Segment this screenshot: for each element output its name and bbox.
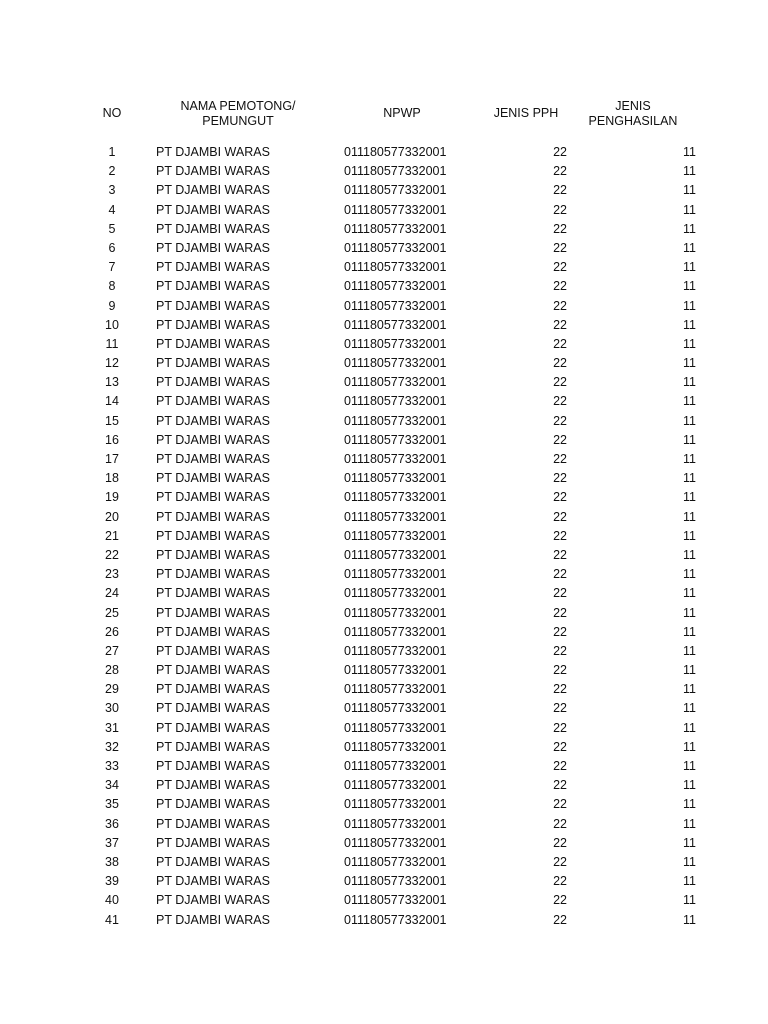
cell-jenis-penghasilan: 11 — [683, 874, 696, 889]
cell-nama-pemotong: PT DJAMBI WARAS — [156, 279, 270, 294]
cell-jenis-penghasilan: 11 — [683, 759, 696, 773]
cell-no: 2 — [108, 164, 116, 179]
cell-nama-pemotong: PT DJAMBI WARAS — [156, 816, 270, 831]
cell-no: 7 — [108, 260, 116, 275]
cell-nama-pemotong: PT DJAMBI WARAS — [156, 682, 270, 697]
cell-jenis-penghasilan: 11 — [683, 509, 696, 524]
cell-jenis-pph: 22 — [553, 701, 567, 716]
cell-jenis-pph: 22 — [553, 874, 567, 889]
cell-npwp: 011180577332001 — [344, 317, 447, 332]
table-row — [0, 488, 768, 507]
table-row — [0, 661, 768, 680]
cell-npwp: 011180577332001 — [344, 739, 447, 754]
cell-npwp: 011180577332001 — [344, 682, 447, 697]
cell-jenis-penghasilan: 11 — [683, 202, 696, 217]
cell-jenis-pph: 22 — [553, 816, 567, 831]
table-row — [0, 316, 768, 335]
cell-jenis-penghasilan: 11 — [683, 413, 696, 428]
table-row — [0, 373, 768, 392]
cell-npwp: 011180577332001 — [344, 816, 447, 831]
cell-npwp: 011180577332001 — [344, 912, 447, 927]
cell-jenis-penghasilan: 11 — [683, 356, 696, 371]
cell-no: 35 — [105, 797, 119, 812]
cell-npwp: 011180577332001 — [344, 759, 447, 773]
cell-no: 5 — [108, 221, 116, 236]
cell-no: 12 — [105, 356, 119, 371]
cell-nama-pemotong: PT DJAMBI WARAS — [156, 663, 270, 678]
cell-jenis-penghasilan: 11 — [683, 778, 696, 793]
table-row — [0, 450, 768, 469]
cell-npwp: 011180577332001 — [344, 452, 447, 466]
cell-jenis-pph: 22 — [553, 547, 567, 562]
cell-jenis-penghasilan: 11 — [683, 145, 696, 159]
cell-jenis-pph: 22 — [553, 260, 567, 275]
cell-no: 27 — [105, 643, 119, 658]
cell-nama-pemotong: PT DJAMBI WARAS — [156, 298, 270, 313]
cell-no: 15 — [105, 413, 119, 428]
table-row — [0, 795, 768, 814]
cell-no: 4 — [108, 202, 116, 217]
cell-jenis-pph: 22 — [553, 145, 567, 159]
cell-jenis-pph: 22 — [553, 509, 567, 524]
cell-jenis-pph: 22 — [553, 317, 567, 332]
cell-jenis-pph: 22 — [553, 394, 567, 409]
cell-no: 22 — [105, 547, 119, 562]
table-row — [0, 853, 768, 872]
cell-jenis-penghasilan: 11 — [683, 893, 696, 908]
cell-npwp: 011180577332001 — [344, 567, 447, 582]
cell-jenis-pph: 22 — [553, 452, 567, 466]
cell-npwp: 011180577332001 — [344, 778, 447, 793]
cell-npwp: 011180577332001 — [344, 528, 447, 543]
cell-nama-pemotong: PT DJAMBI WARAS — [156, 356, 270, 371]
table-row — [0, 239, 768, 258]
cell-jenis-penghasilan: 11 — [683, 298, 696, 313]
cell-npwp: 011180577332001 — [344, 413, 447, 428]
cell-jenis-pph: 22 — [553, 912, 567, 927]
cell-jenis-penghasilan: 11 — [683, 317, 696, 332]
cell-no: 11 — [105, 336, 119, 351]
cell-npwp: 011180577332001 — [344, 797, 447, 812]
cell-nama-pemotong: PT DJAMBI WARAS — [156, 567, 270, 582]
table-row — [0, 181, 768, 200]
cell-jenis-pph: 22 — [553, 605, 567, 620]
cell-jenis-pph: 22 — [553, 164, 567, 179]
cell-nama-pemotong: PT DJAMBI WARAS — [156, 240, 270, 255]
cell-no: 40 — [105, 893, 119, 908]
table-row — [0, 604, 768, 623]
table-row — [0, 297, 768, 316]
header-jenis-penghasilan: JENIS PENGHASILAN — [588, 99, 678, 128]
header-jenis-pph: JENIS PPH — [493, 106, 559, 120]
cell-jenis-penghasilan: 11 — [683, 835, 696, 850]
cell-npwp: 011180577332001 — [344, 279, 447, 294]
cell-jenis-pph: 22 — [553, 624, 567, 639]
cell-npwp: 011180577332001 — [344, 336, 447, 351]
cell-jenis-penghasilan: 11 — [683, 701, 696, 716]
table-row — [0, 201, 768, 220]
cell-nama-pemotong: PT DJAMBI WARAS — [156, 394, 270, 409]
cell-jenis-penghasilan: 11 — [683, 816, 696, 831]
cell-nama-pemotong: PT DJAMBI WARAS — [156, 432, 270, 447]
table-row — [0, 277, 768, 296]
cell-nama-pemotong: PT DJAMBI WARAS — [156, 893, 270, 908]
cell-no: 10 — [105, 317, 119, 332]
cell-npwp: 011180577332001 — [344, 202, 447, 217]
table-row — [0, 162, 768, 181]
cell-no: 37 — [105, 835, 119, 850]
cell-nama-pemotong: PT DJAMBI WARAS — [156, 317, 270, 332]
cell-jenis-penghasilan: 11 — [683, 586, 696, 601]
cell-nama-pemotong: PT DJAMBI WARAS — [156, 490, 270, 505]
cell-jenis-pph: 22 — [553, 298, 567, 313]
cell-nama-pemotong: PT DJAMBI WARAS — [156, 202, 270, 217]
cell-nama-pemotong: PT DJAMBI WARAS — [156, 586, 270, 601]
cell-nama-pemotong: PT DJAMBI WARAS — [156, 145, 270, 159]
table-row — [0, 412, 768, 431]
cell-npwp: 011180577332001 — [344, 471, 447, 486]
cell-npwp: 011180577332001 — [344, 854, 447, 869]
cell-jenis-pph: 22 — [553, 490, 567, 505]
cell-nama-pemotong: PT DJAMBI WARAS — [156, 912, 270, 927]
cell-no: 33 — [105, 759, 119, 773]
cell-jenis-penghasilan: 11 — [683, 605, 696, 620]
cell-jenis-pph: 22 — [553, 183, 567, 198]
cell-npwp: 011180577332001 — [344, 893, 447, 908]
table-row — [0, 757, 768, 776]
cell-npwp: 011180577332001 — [344, 835, 447, 850]
table-row — [0, 776, 768, 795]
cell-jenis-pph: 22 — [553, 759, 567, 773]
cell-jenis-penghasilan: 11 — [683, 624, 696, 639]
table-row — [0, 642, 768, 661]
table-row — [0, 872, 768, 891]
cell-jenis-pph: 22 — [553, 682, 567, 697]
table-row — [0, 565, 768, 584]
cell-jenis-penghasilan: 11 — [683, 375, 696, 390]
table-row — [0, 911, 768, 930]
cell-jenis-pph: 22 — [553, 202, 567, 217]
cell-no: 3 — [108, 183, 116, 198]
cell-nama-pemotong: PT DJAMBI WARAS — [156, 835, 270, 850]
cell-jenis-pph: 22 — [553, 471, 567, 486]
cell-jenis-pph: 22 — [553, 413, 567, 428]
cell-nama-pemotong: PT DJAMBI WARAS — [156, 547, 270, 562]
cell-jenis-pph: 22 — [553, 643, 567, 658]
cell-no: 6 — [108, 240, 116, 255]
cell-jenis-pph: 22 — [553, 567, 567, 582]
cell-jenis-pph: 22 — [553, 720, 567, 735]
cell-jenis-pph: 22 — [553, 375, 567, 390]
cell-jenis-pph: 22 — [553, 778, 567, 793]
cell-jenis-pph: 22 — [553, 336, 567, 351]
cell-jenis-penghasilan: 11 — [683, 336, 696, 351]
cell-no: 19 — [105, 490, 119, 505]
table-row — [0, 143, 768, 162]
cell-jenis-pph: 22 — [553, 240, 567, 255]
table-row — [0, 623, 768, 642]
cell-jenis-pph: 22 — [553, 221, 567, 236]
table-row — [0, 738, 768, 757]
cell-npwp: 011180577332001 — [344, 240, 447, 255]
cell-no: 28 — [105, 663, 119, 678]
table-row — [0, 584, 768, 603]
cell-nama-pemotong: PT DJAMBI WARAS — [156, 720, 270, 735]
cell-no: 14 — [105, 394, 119, 409]
cell-no: 24 — [105, 586, 119, 601]
cell-npwp: 011180577332001 — [344, 643, 447, 658]
cell-nama-pemotong: PT DJAMBI WARAS — [156, 759, 270, 773]
cell-jenis-penghasilan: 11 — [683, 912, 696, 927]
cell-npwp: 011180577332001 — [344, 605, 447, 620]
cell-npwp: 011180577332001 — [344, 164, 447, 179]
cell-no: 23 — [105, 567, 119, 582]
cell-no: 18 — [105, 471, 119, 486]
cell-no: 21 — [105, 528, 119, 543]
cell-npwp: 011180577332001 — [344, 509, 447, 524]
cell-nama-pemotong: PT DJAMBI WARAS — [156, 643, 270, 658]
table-row — [0, 220, 768, 239]
cell-npwp: 011180577332001 — [344, 394, 447, 409]
cell-jenis-pph: 22 — [553, 356, 567, 371]
cell-jenis-pph: 22 — [553, 432, 567, 447]
cell-npwp: 011180577332001 — [344, 356, 447, 371]
cell-nama-pemotong: PT DJAMBI WARAS — [156, 528, 270, 543]
cell-nama-pemotong: PT DJAMBI WARAS — [156, 605, 270, 620]
cell-no: 9 — [108, 298, 116, 313]
cell-jenis-penghasilan: 11 — [683, 452, 696, 466]
cell-nama-pemotong: PT DJAMBI WARAS — [156, 413, 270, 428]
cell-nama-pemotong: PT DJAMBI WARAS — [156, 336, 270, 351]
cell-nama-pemotong: PT DJAMBI WARAS — [156, 854, 270, 869]
cell-jenis-pph: 22 — [553, 739, 567, 754]
cell-jenis-pph: 22 — [553, 528, 567, 543]
table-row — [0, 546, 768, 565]
cell-nama-pemotong: PT DJAMBI WARAS — [156, 260, 270, 275]
table-row — [0, 834, 768, 853]
header-npwp: NPWP — [383, 106, 421, 120]
cell-no: 29 — [105, 682, 119, 697]
cell-jenis-penghasilan: 11 — [683, 279, 696, 294]
table-row — [0, 680, 768, 699]
cell-nama-pemotong: PT DJAMBI WARAS — [156, 183, 270, 198]
cell-jenis-pph: 22 — [553, 854, 567, 869]
cell-nama-pemotong: PT DJAMBI WARAS — [156, 624, 270, 639]
cell-no: 16 — [105, 432, 119, 447]
cell-npwp: 011180577332001 — [344, 663, 447, 678]
cell-nama-pemotong: PT DJAMBI WARAS — [156, 701, 270, 716]
table-row — [0, 392, 768, 411]
cell-no: 30 — [105, 701, 119, 716]
cell-npwp: 011180577332001 — [344, 701, 447, 716]
cell-jenis-penghasilan: 11 — [683, 854, 696, 869]
cell-no: 1 — [108, 145, 116, 159]
cell-jenis-pph: 22 — [553, 797, 567, 812]
cell-nama-pemotong: PT DJAMBI WARAS — [156, 164, 270, 179]
cell-npwp: 011180577332001 — [344, 490, 447, 505]
cell-npwp: 011180577332001 — [344, 375, 447, 390]
cell-npwp: 011180577332001 — [344, 260, 447, 275]
cell-jenis-penghasilan: 11 — [683, 720, 696, 735]
cell-no: 17 — [105, 452, 119, 466]
cell-jenis-pph: 22 — [553, 893, 567, 908]
cell-no: 38 — [105, 854, 119, 869]
cell-nama-pemotong: PT DJAMBI WARAS — [156, 874, 270, 889]
table-row — [0, 258, 768, 277]
cell-nama-pemotong: PT DJAMBI WARAS — [156, 452, 270, 466]
header-nama-pemotong: NAMA PEMOTONG/ PEMUNGUT — [180, 99, 296, 128]
cell-no: 20 — [105, 509, 119, 524]
cell-jenis-penghasilan: 11 — [683, 547, 696, 562]
cell-jenis-pph: 22 — [553, 663, 567, 678]
cell-no: 34 — [105, 778, 119, 793]
cell-jenis-penghasilan: 11 — [683, 260, 696, 275]
cell-jenis-penghasilan: 11 — [683, 528, 696, 543]
cell-no: 39 — [105, 874, 119, 889]
cell-jenis-pph: 22 — [553, 279, 567, 294]
cell-jenis-penghasilan: 11 — [683, 490, 696, 505]
cell-no: 36 — [105, 816, 119, 831]
cell-no: 25 — [105, 605, 119, 620]
table-row — [0, 508, 768, 527]
table-row — [0, 699, 768, 718]
cell-jenis-penghasilan: 11 — [683, 567, 696, 582]
cell-npwp: 011180577332001 — [344, 432, 447, 447]
cell-nama-pemotong: PT DJAMBI WARAS — [156, 739, 270, 754]
cell-no: 13 — [105, 375, 119, 390]
cell-jenis-penghasilan: 11 — [683, 432, 696, 447]
cell-nama-pemotong: PT DJAMBI WARAS — [156, 509, 270, 524]
table-row — [0, 815, 768, 834]
cell-nama-pemotong: PT DJAMBI WARAS — [156, 797, 270, 812]
cell-nama-pemotong: PT DJAMBI WARAS — [156, 375, 270, 390]
cell-jenis-penghasilan: 11 — [683, 643, 696, 658]
cell-npwp: 011180577332001 — [344, 298, 447, 313]
table-row — [0, 431, 768, 450]
cell-no: 41 — [105, 912, 119, 927]
cell-no: 8 — [108, 279, 116, 294]
cell-no: 32 — [105, 739, 119, 754]
table-row — [0, 891, 768, 910]
cell-jenis-penghasilan: 11 — [683, 183, 696, 198]
cell-jenis-penghasilan: 11 — [683, 394, 696, 409]
cell-jenis-penghasilan: 11 — [683, 739, 696, 754]
cell-jenis-penghasilan: 11 — [683, 682, 696, 697]
cell-jenis-penghasilan: 11 — [683, 471, 696, 486]
header-no: NO — [102, 106, 122, 120]
table-row — [0, 719, 768, 738]
cell-npwp: 011180577332001 — [344, 183, 447, 198]
cell-jenis-pph: 22 — [553, 586, 567, 601]
cell-jenis-penghasilan: 11 — [683, 663, 696, 678]
cell-npwp: 011180577332001 — [344, 874, 447, 889]
table-row — [0, 469, 768, 488]
cell-no: 31 — [105, 720, 119, 735]
cell-jenis-penghasilan: 11 — [683, 240, 696, 255]
cell-no: 26 — [105, 624, 119, 639]
table-row — [0, 335, 768, 354]
cell-jenis-penghasilan: 11 — [683, 797, 696, 812]
table-row — [0, 354, 768, 373]
cell-npwp: 011180577332001 — [344, 720, 447, 735]
table-row — [0, 527, 768, 546]
cell-jenis-penghasilan: 11 — [683, 164, 696, 179]
cell-nama-pemotong: PT DJAMBI WARAS — [156, 778, 270, 793]
cell-jenis-pph: 22 — [553, 835, 567, 850]
cell-npwp: 011180577332001 — [344, 547, 447, 562]
table-body — [0, 143, 768, 930]
cell-npwp: 011180577332001 — [344, 145, 447, 159]
cell-npwp: 011180577332001 — [344, 624, 447, 639]
cell-nama-pemotong: PT DJAMBI WARAS — [156, 221, 270, 236]
cell-npwp: 011180577332001 — [344, 221, 447, 236]
cell-nama-pemotong: PT DJAMBI WARAS — [156, 471, 270, 486]
cell-npwp: 011180577332001 — [344, 586, 447, 601]
cell-jenis-penghasilan: 11 — [683, 221, 696, 236]
